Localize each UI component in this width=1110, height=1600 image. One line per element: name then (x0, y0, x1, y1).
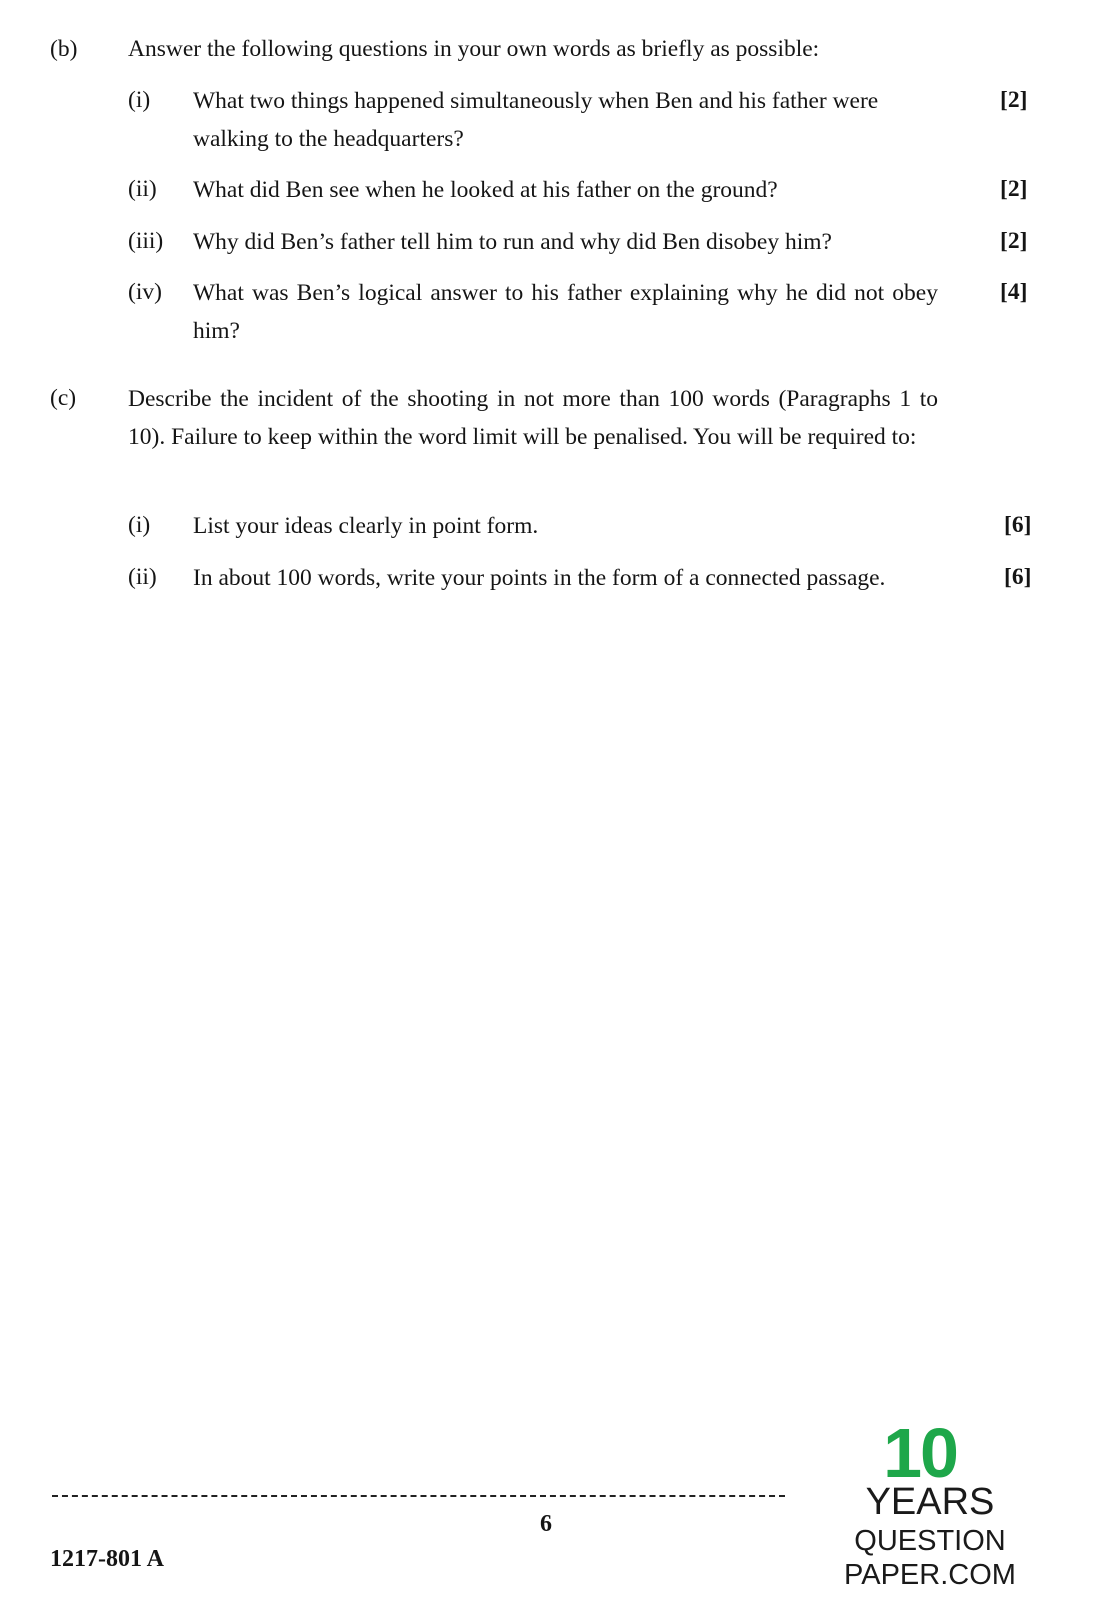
section-b-instruction: Answer the following questions in your own words as briefly as possible: (128, 36, 820, 62)
question-b-iv-text: What was Ben’s logical answer to his father explaining why he did not obey him? (193, 280, 938, 344)
question-c-ii-text: In about 100 words, write your points in the form of a connected passage. (193, 565, 886, 591)
logo-word: YEARS (865, 1481, 995, 1523)
question-b-i-marks: [2] (1000, 87, 1028, 113)
question-b-i-text: What two things happened simultaneously when Ben and his father were walking to the headquarters? (193, 88, 879, 152)
logo-number: 10 (883, 1414, 957, 1492)
question-c-i-text: List your ideas clearly in point form. (193, 513, 539, 539)
logo-site: QUESTION PAPER.COM (844, 1525, 1016, 1591)
question-b-ii-number: (ii) (128, 176, 157, 202)
question-b-ii-marks: [2] (1000, 176, 1028, 202)
section-c-label: (c) (50, 385, 77, 411)
question-b-i-number: (i) (128, 87, 151, 113)
question-b-iii-marks: [2] (1000, 228, 1028, 254)
section-b-label: (b) (50, 36, 78, 62)
footer-divider (52, 1495, 785, 1497)
page-number: 6 (540, 1511, 552, 1537)
section-c-instruction: Describe the incident of the shooting in not more than 100 words (Paragraphs 1 to 10). Failure to keep within the word limit will be penalised. You will be required to: (128, 386, 938, 450)
question-b-iv-number: (iv) (128, 279, 162, 305)
question-b-iii-text: Why did Ben’s father tell him to run and why did Ben disobey him? (193, 229, 832, 255)
question-b-iii-number: (iii) (128, 228, 164, 254)
question-c-ii-number: (ii) (128, 564, 157, 590)
question-c-i-number: (i) (128, 512, 151, 538)
question-b-ii-text: What did Ben see when he looked at his father on the ground? (193, 177, 778, 203)
paper-code: 1217-801 A (50, 1546, 164, 1572)
question-c-i-marks: [6] (1004, 512, 1032, 538)
question-c-ii-marks: [6] (1004, 564, 1032, 590)
question-b-iv-marks: [4] (1000, 279, 1028, 305)
